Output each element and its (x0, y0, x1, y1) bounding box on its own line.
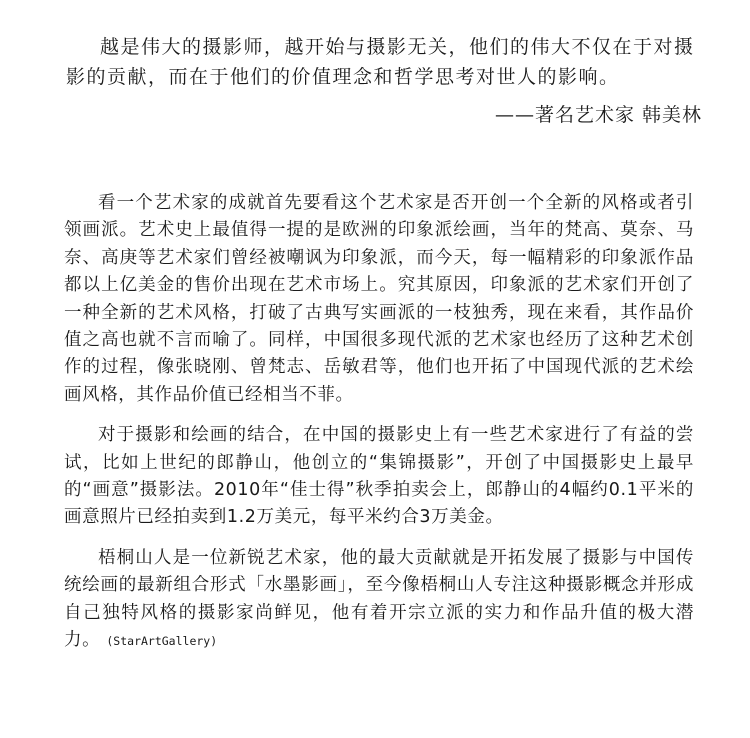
article-paragraph-3 (64, 545, 694, 656)
article-paragraph-1: 看一个艺术家的成就首先要看这个艺术家是否开创一个全新的风格或者引领画派。艺术史上最值得一提的是欧洲的印象派绘画，当年的梵高、莫奈、马奈、高庚等艺术家们曾经被嘲讽为印象派，而今天，每一幅精彩的印象派作品都以上亿美金的售价出现在艺术市场上。究其原因，印象派的艺术家们开创了一种全新的艺术风格，打破了古典写实画派的一枝独秀，现在来看，其作品价值之高也就不言而喻了。同样，中国很多现代派的艺术家也经历了这种艺术创作的过程，像张晓刚、曾梵志、岳敏君等，他们也开拓了中国现代派的艺术绘画风格，其作品价值已经相当不菲。 (64, 193, 694, 405)
quote-attribution: ——著名艺术家 韩美林 (494, 104, 702, 126)
article-paragraph-2: 对于摄影和绘画的结合，在中国的摄影史上有一些艺术家进行了有益的尝试，比如上世纪的郎静山，他创立的“集锦摄影”，开创了中国摄影史上最早的“画意”摄影法。2010年“佳士得”秋季拍卖会上，郎静山的4幅约0.1平米的画意照片已经拍卖到1.2万美元，每平米约合3万美金。 (64, 425, 694, 528)
source-note: (StarArtGallery) (106, 634, 218, 649)
article-paragraph-3-text: 梧桐山人是一位新锐艺术家，他的最大贡献就是开拓发展了摄影与中国传统绘画的最新组合形式「水墨影画」，至今像梧桐山人专注这种摄影概念并形成自己独特风格的摄影家尚鲜见，他有着开宗立派的实力和作品升值的极大潜力。 (64, 547, 694, 651)
quote-text: 越是伟大的摄影师，越开始与摄影无关，他们的伟大不仅在于对摄影的贡献，而在于他们的价值理念和哲学思考对世人的影响。 (66, 36, 695, 88)
epigraph-quote (66, 32, 706, 130)
article-body (64, 190, 694, 669)
